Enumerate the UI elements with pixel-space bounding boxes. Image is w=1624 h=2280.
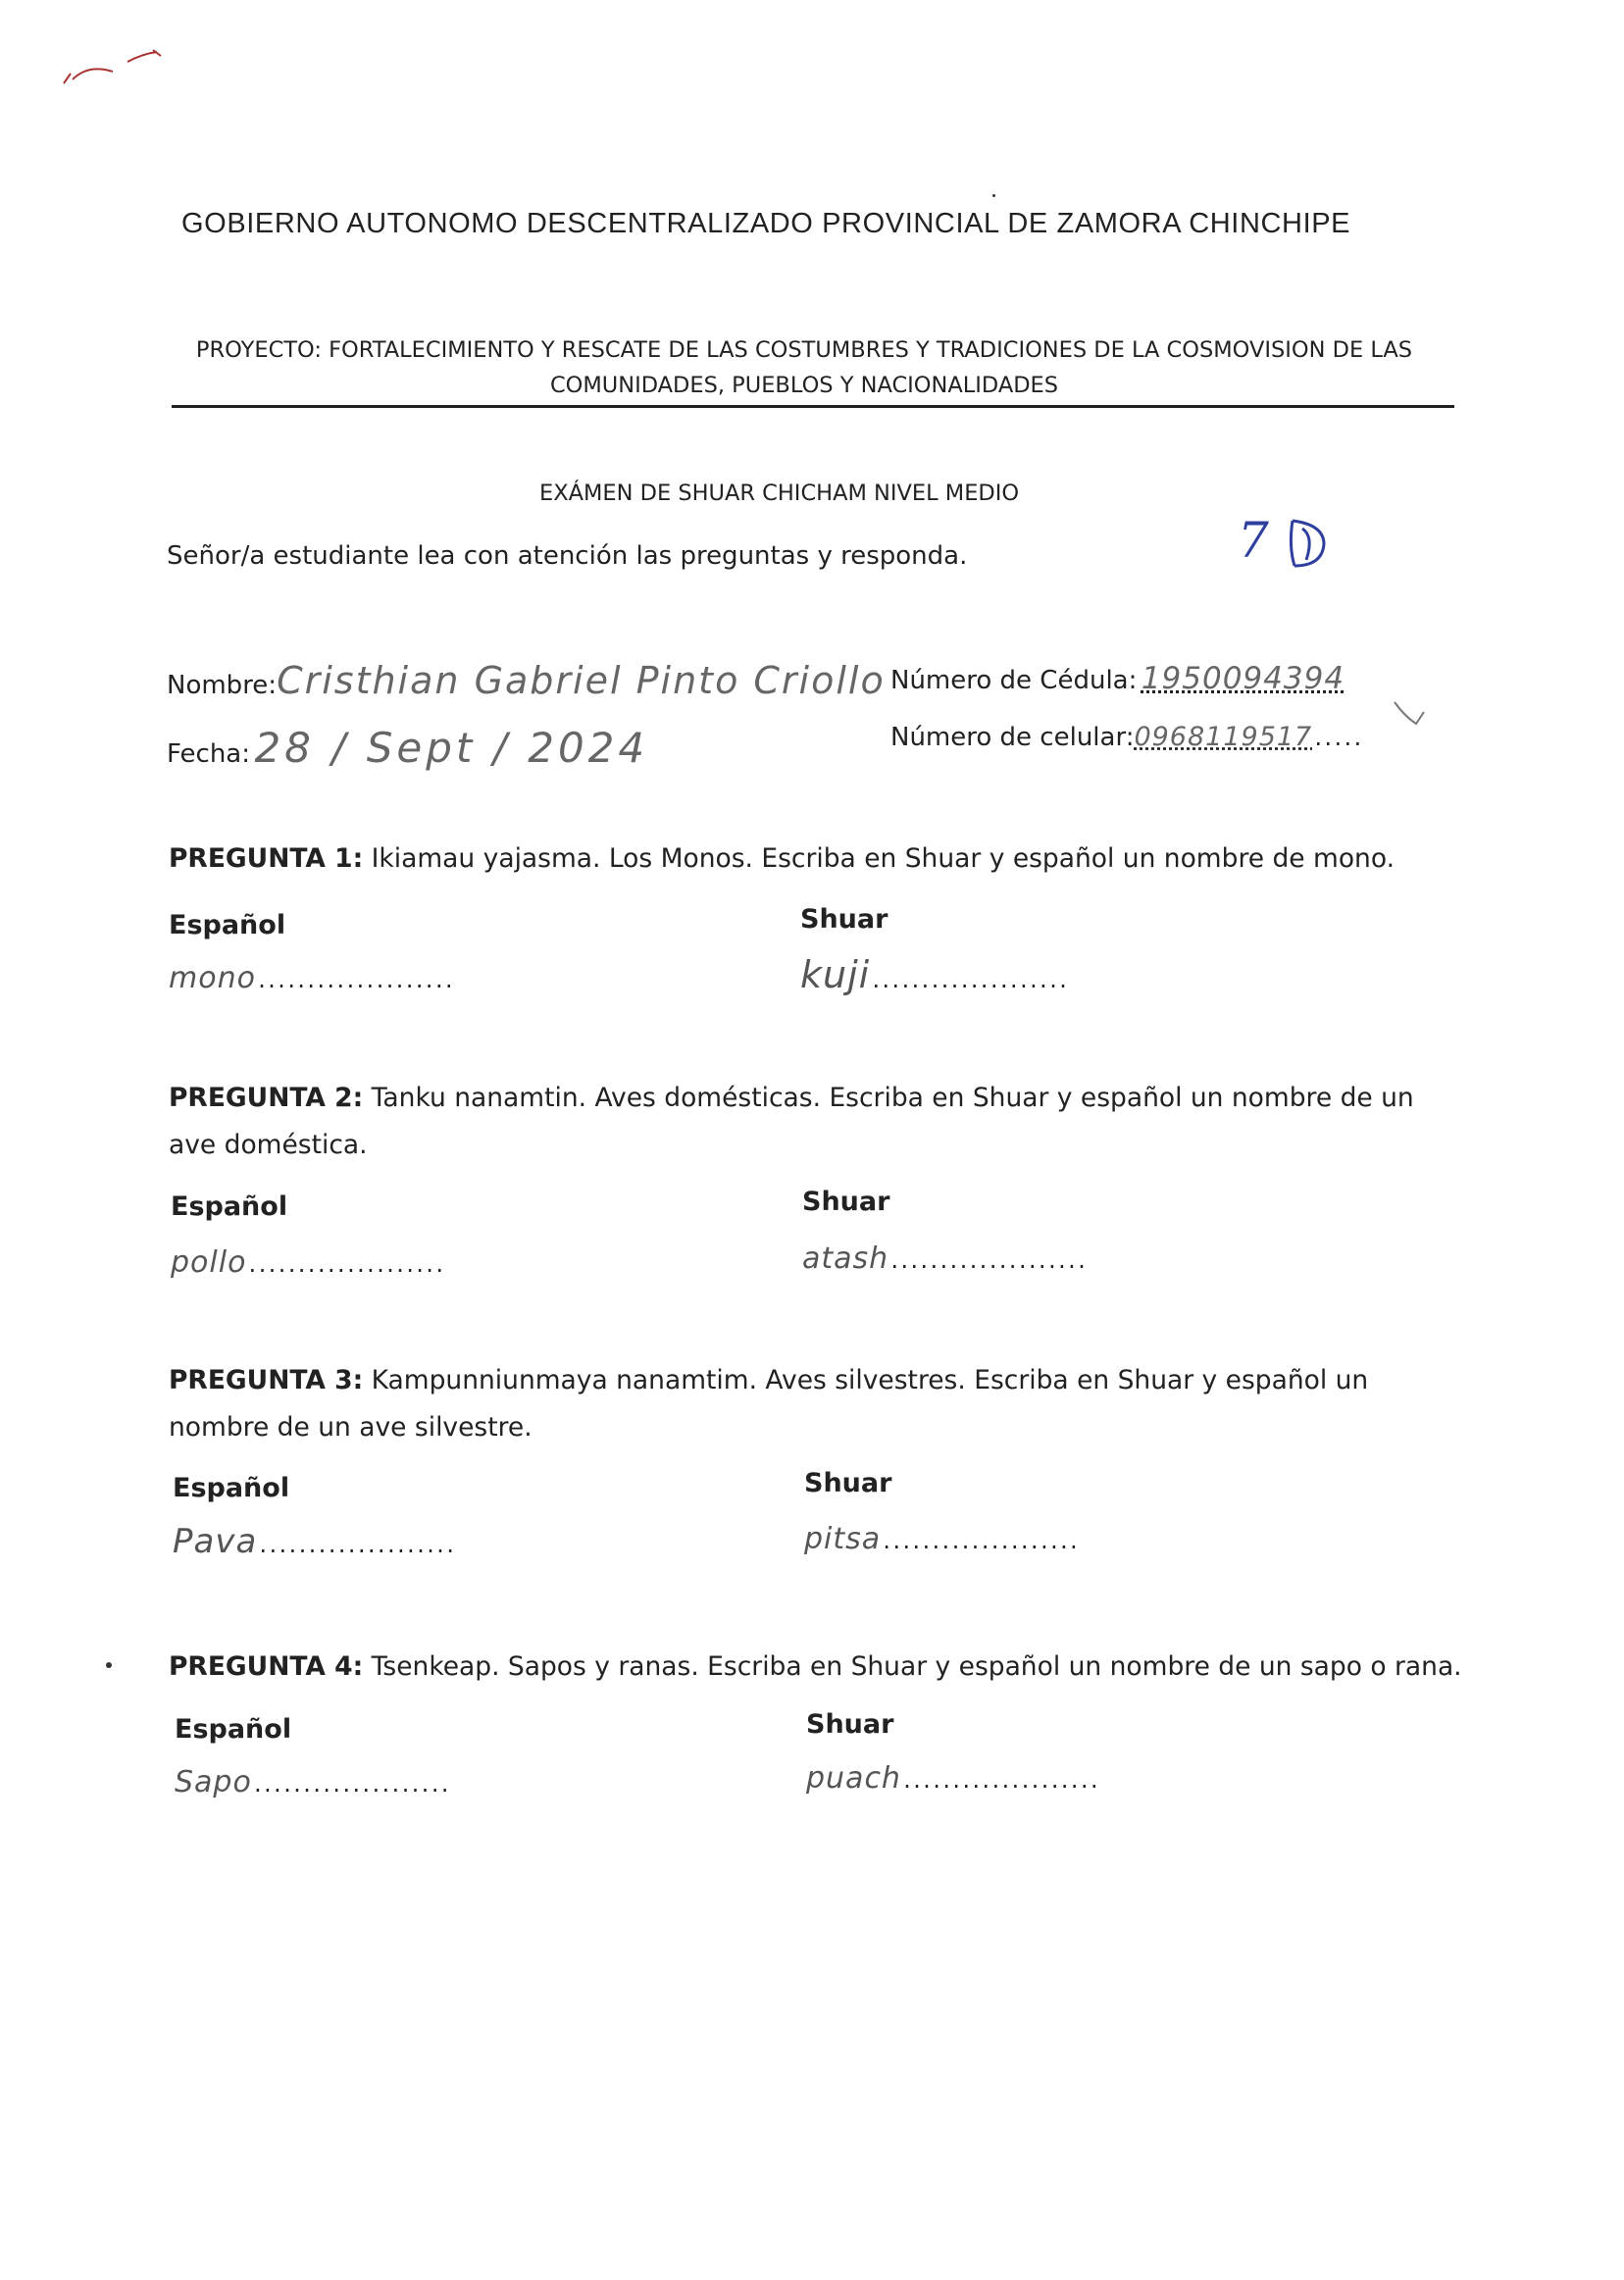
q3-spanish-answer-value: Pava	[173, 1522, 258, 1561]
q3-shuar-label: Shuar	[804, 1468, 892, 1498]
q4-spanish-answer	[175, 1765, 449, 1799]
q4-spanish-answer-value: Sapo	[175, 1765, 252, 1799]
name-row	[167, 659, 886, 702]
check-mark-icon	[1391, 694, 1430, 734]
q2-spanish-dots: ....................	[246, 1253, 444, 1277]
q3-spanish-answer	[173, 1522, 454, 1561]
q4-shuar-label: Shuar	[806, 1709, 894, 1740]
q2-shuar-label: Shuar	[802, 1187, 890, 1217]
q2-shuar-answer-value: atash	[802, 1241, 889, 1276]
name-value: Cristhian Gabriel Pinto Criollo	[277, 659, 886, 702]
header-divider	[172, 405, 1454, 408]
ink-speck	[992, 194, 995, 197]
q4-shuar-answer-value: puach	[806, 1761, 901, 1796]
q4-shuar-dots: ....................	[900, 1769, 1098, 1793]
grade-mark	[1238, 512, 1332, 572]
q1-spanish-answer	[169, 961, 453, 995]
q2-shuar-dots: ....................	[888, 1249, 1087, 1273]
question-4-number: PREGUNTA 4:	[169, 1651, 364, 1682]
q1-spanish-answer-value: mono	[169, 961, 256, 995]
question-2-text: Tanku nanamtin. Aves domésticas. Escriba en Shuar y español un nombre de un ave doméstica.	[169, 1083, 1414, 1160]
q1-shuar-answer	[800, 953, 1067, 996]
q1-shuar-answer-value: kuji	[800, 953, 871, 996]
date-value: 28 / Sept / 2024	[254, 724, 649, 772]
question-3-text: Kampunniunmaya nanamtim. Aves silvestres. Escriba en Shuar y español un nombre de un ave silvestre.	[169, 1365, 1369, 1443]
q1-shuar-label: Shuar	[800, 904, 888, 935]
q2-spanish-label: Español	[171, 1191, 288, 1222]
grade-value: 7	[1238, 512, 1269, 569]
name-label: Nombre:	[167, 671, 278, 700]
question-3-number: PREGUNTA 3:	[169, 1365, 364, 1395]
exam-title: EXÁMEN DE SHUAR CHICHAM NIVEL MEDIO	[539, 481, 1020, 506]
question-2	[169, 1075, 1463, 1169]
phone-row	[890, 722, 1361, 752]
q2-spanish-answer	[171, 1245, 443, 1280]
q2-spanish-answer-value: pollo	[171, 1245, 247, 1280]
project-title-line2: COMUNIDADES, PUEBLOS Y NACIONALIDADES	[549, 373, 1059, 398]
project-title-line1: PROYECTO: FORTALECIMIENTO Y RESCATE DE LAS COSTUMBRES Y TRADICIONES DE LA COSMOVISION DE LAS	[195, 337, 1413, 363]
id-label: Número de Cédula:	[890, 666, 1138, 695]
phone-value: 0968119517	[1134, 722, 1313, 752]
government-title: GOBIERNO AUTONOMO DESCENTRALIZADO PROVINCIAL DE ZAMORA CHINCHIPE	[181, 208, 1351, 239]
q4-spanish-dots: ....................	[251, 1773, 449, 1797]
id-value: 1950094394	[1141, 661, 1345, 696]
phone-label: Número de celular:	[890, 723, 1135, 752]
question-2-number: PREGUNTA 2:	[169, 1083, 364, 1113]
q1-shuar-dots: ....................	[870, 969, 1068, 992]
q3-spanish-dots: ....................	[257, 1534, 455, 1557]
question-4	[169, 1644, 1463, 1691]
q3-spanish-label: Español	[173, 1473, 290, 1503]
question-3	[169, 1357, 1463, 1451]
instructions-text: Señor/a estudiante lea con atención las preguntas y responda.	[167, 541, 968, 571]
id-row	[890, 661, 1345, 696]
q3-shuar-answer	[804, 1522, 1078, 1556]
question-1-number: PREGUNTA 1:	[169, 843, 364, 874]
date-row	[167, 724, 648, 772]
q2-shuar-answer	[802, 1241, 1086, 1276]
margin-scribble-mark	[59, 44, 167, 93]
q4-spanish-label: Español	[175, 1714, 292, 1745]
q4-shuar-answer	[806, 1761, 1098, 1796]
question-1-text: Ikiamau yajasma. Los Monos. Escriba en Shuar y español un nombre de mono.	[371, 843, 1396, 874]
question-1	[169, 836, 1463, 883]
question-4-text: Tsenkeap. Sapos y ranas. Escriba en Shuar y español un nombre de un sapo o rana.	[371, 1651, 1462, 1682]
date-label: Fecha:	[167, 739, 250, 769]
phone-dots: .....	[1312, 727, 1362, 750]
grade-signature-icon	[1285, 517, 1332, 572]
q3-shuar-dots: ....................	[881, 1530, 1078, 1553]
q1-spanish-label: Español	[169, 910, 286, 940]
q1-spanish-dots: ....................	[255, 969, 453, 992]
ink-speck	[106, 1662, 112, 1668]
q3-shuar-answer-value: pitsa	[804, 1522, 882, 1556]
